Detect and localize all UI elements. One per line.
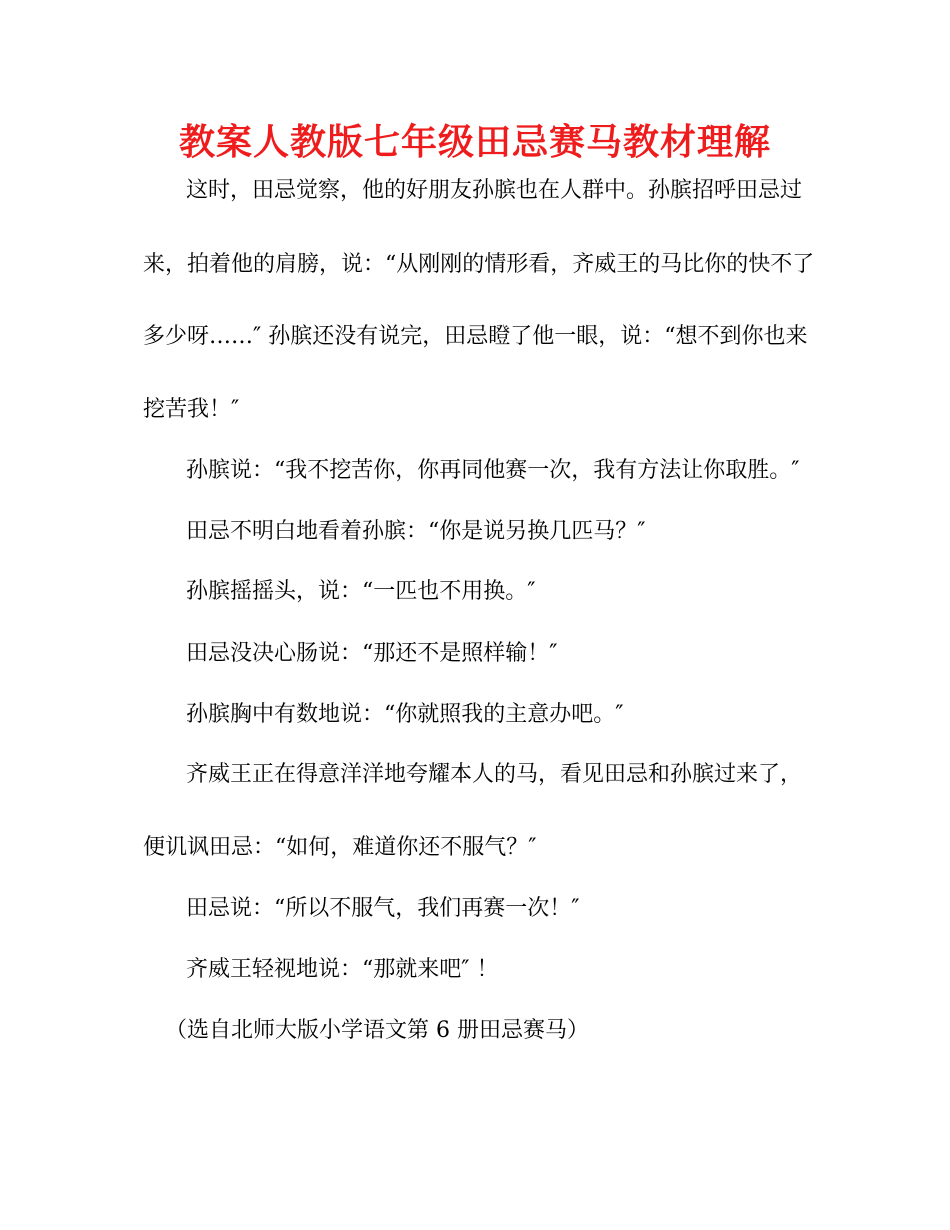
source-citation: （选自北师大版小学语文第 6 册田忌赛马） — [165, 1018, 589, 1043]
paragraph-line: 齐威王正在得意洋洋地夸耀本人的马，看见田忌和孙膑过来了， — [186, 762, 803, 787]
paragraph-line: 便讥讽田忌：“如何，难道你还不服气？″ — [143, 835, 537, 860]
paragraph-line: 孙膑说：“我不挖苦你，你再同他赛一次，我有方法让你取胜。″ — [186, 458, 800, 483]
paragraph-line: 多少呀……″ 孙膑还没有说完，田忌瞪了他一眼，说：“想不到你也来 — [143, 324, 808, 349]
paragraph-line: 孙膑摇摇头，说：“一匹也不用换。″ — [186, 579, 536, 604]
paragraph-line: 来，拍着他的肩膀，说：“从刚刚的情形看，齐威王的马比你的快不了 — [143, 252, 815, 277]
document-title: 教案人教版七年级田忌赛马教材理解 — [178, 122, 771, 163]
paragraph-line: 这时，田忌觉察，他的好朋友孙膑也在人群中。孙膑招呼田忌过 — [186, 178, 803, 203]
paragraph-line: 孙膑胸中有数地说：“你就照我的主意办吧。″ — [186, 702, 624, 727]
paragraph-line: 齐威王轻视地说：“那就来吧″ ！ — [186, 957, 499, 982]
paragraph-line: 田忌没决心肠说：“那还不是照样输！″ — [186, 641, 558, 666]
paragraph-line: 田忌说：“所以不服气，我们再赛一次！″ — [186, 896, 580, 921]
paragraph-line: 田忌不明白地看着孙膑：“你是说另换几匹马？″ — [186, 519, 646, 544]
paragraph-line: 挖苦我！″ — [143, 397, 240, 422]
